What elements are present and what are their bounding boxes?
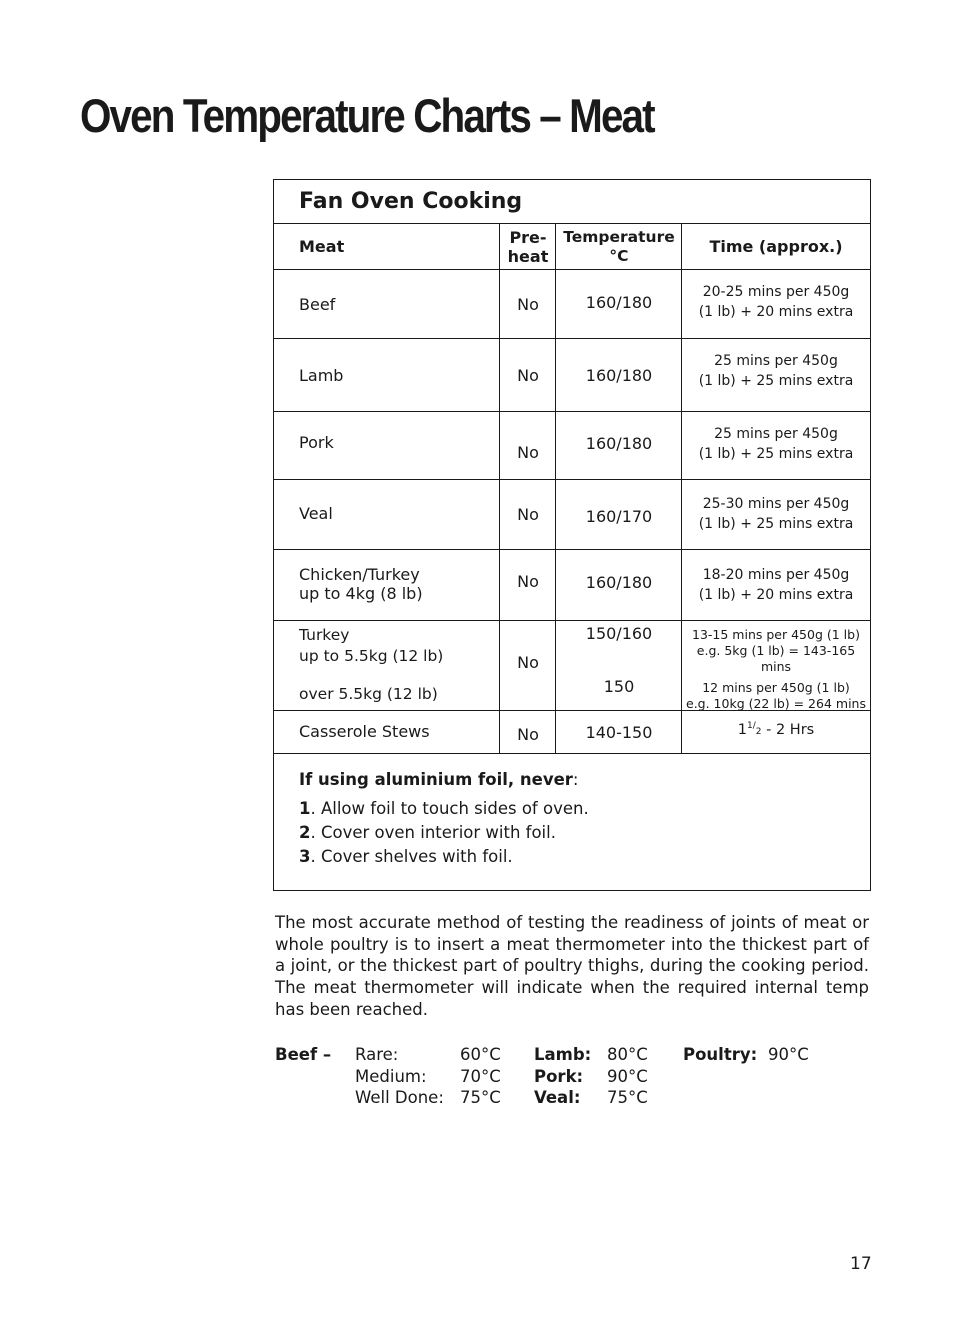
row-turkey-preheat: No — [517, 652, 539, 672]
row-chicken-time: 18-20 mins per 450g (1 lb) + 20 mins extra — [698, 567, 854, 603]
beef-label: Beef – — [275, 1045, 332, 1064]
foil-heading: If using aluminium foil, never: — [299, 770, 579, 789]
table-title: Fan Oven Cooking — [299, 189, 523, 214]
foil-item: 3. Cover shelves with foil. — [299, 847, 513, 866]
row-lamb-time: 25 mins per 450g (1 lb) + 25 mins extra — [698, 353, 854, 389]
foil-item: 2. Cover oven interior with foil. — [299, 823, 556, 842]
page-title: Oven Temperature Charts – Meat — [80, 89, 654, 142]
row-beef-preheat: No — [517, 294, 539, 314]
row-pork-temp: 160/180 — [585, 433, 653, 453]
foil-item: 1. Allow foil to touch sides of oven. — [299, 799, 589, 818]
fan-oven-cooking-table — [273, 179, 871, 891]
other-meat-labels: Lamb: Pork: Veal: — [534, 1045, 592, 1108]
poultry-label: Poultry: — [683, 1045, 758, 1064]
other-meat-values: 80°C 90°C 75°C — [607, 1045, 648, 1108]
row-pork-preheat: No — [517, 442, 539, 462]
rule-row-7 — [274, 753, 870, 754]
header-temperature: Temperature °C — [563, 227, 675, 265]
row-lamb-meat: Lamb — [299, 365, 344, 385]
row-veal-time: 25-30 mins per 450g (1 lb) + 25 mins extra — [698, 496, 854, 532]
row-chicken-preheat: No — [517, 571, 539, 591]
beef-doneness-values: 60°C 70°C 75°C — [460, 1045, 501, 1108]
row-pork-time: 25 mins per 450g (1 lb) + 25 mins extra — [698, 426, 854, 462]
row-casserole-preheat: No — [517, 725, 539, 744]
row-beef-time: 20-25 mins per 450g (1 lb) + 20 mins extra — [698, 284, 854, 320]
row-casserole-temp: 140-150 — [585, 722, 653, 742]
header-preheat: Pre- heat — [507, 227, 549, 266]
row-turkey-time: 13-15 mins per 450g (1 lb) e.g. 5kg (1 lb) = 143-165 mins 12 mins per 450g (1 lb) e.g. 10kg (22 lb) = 264 mins — [686, 627, 866, 711]
row-turkey-meat: Turkey up to 5.5kg (12 lb) over 5.5kg (12 lb) — [299, 626, 444, 703]
row-lamb-temp: 160/180 — [585, 365, 653, 385]
header-time: Time (approx.) — [709, 236, 843, 256]
row-chicken-temp: 160/180 — [585, 572, 653, 592]
row-beef-meat: Beef — [299, 294, 336, 314]
page-number: 17 — [850, 1254, 872, 1274]
header-meat: Meat — [299, 237, 345, 256]
row-veal-preheat: No — [517, 504, 539, 524]
row-beef-temp: 160/180 — [585, 292, 653, 312]
row-chicken-meat: Chicken/Turkey up to 4kg (8 lb) — [299, 565, 423, 603]
foil-warning — [299, 770, 589, 869]
row-casserole-time: $1^{1/}2 - 2$ Hrs — [737, 721, 815, 738]
row-lamb-preheat: No — [517, 365, 539, 385]
row-casserole-meat: Casserole Stews — [299, 721, 430, 741]
beef-doneness-labels: Rare: Medium: Well Done: — [355, 1045, 444, 1108]
poultry-value: 90°C — [768, 1045, 809, 1064]
row-veal-meat: Veal — [299, 503, 333, 523]
row-turkey-temp: 150/160 150 — [585, 624, 653, 696]
row-veal-temp: 160/170 — [585, 507, 653, 526]
thermometer-paragraph: The most accurate method of testing the readiness of joints of meat or whole poultry is to insert a meat thermometer into the thickest part of a joint, or the thickest part of poultry thighs, during the cooking period. The meat thermometer will indicate when the required internal temp has been reached. — [275, 913, 869, 1019]
row-pork-meat: Pork — [299, 432, 334, 452]
